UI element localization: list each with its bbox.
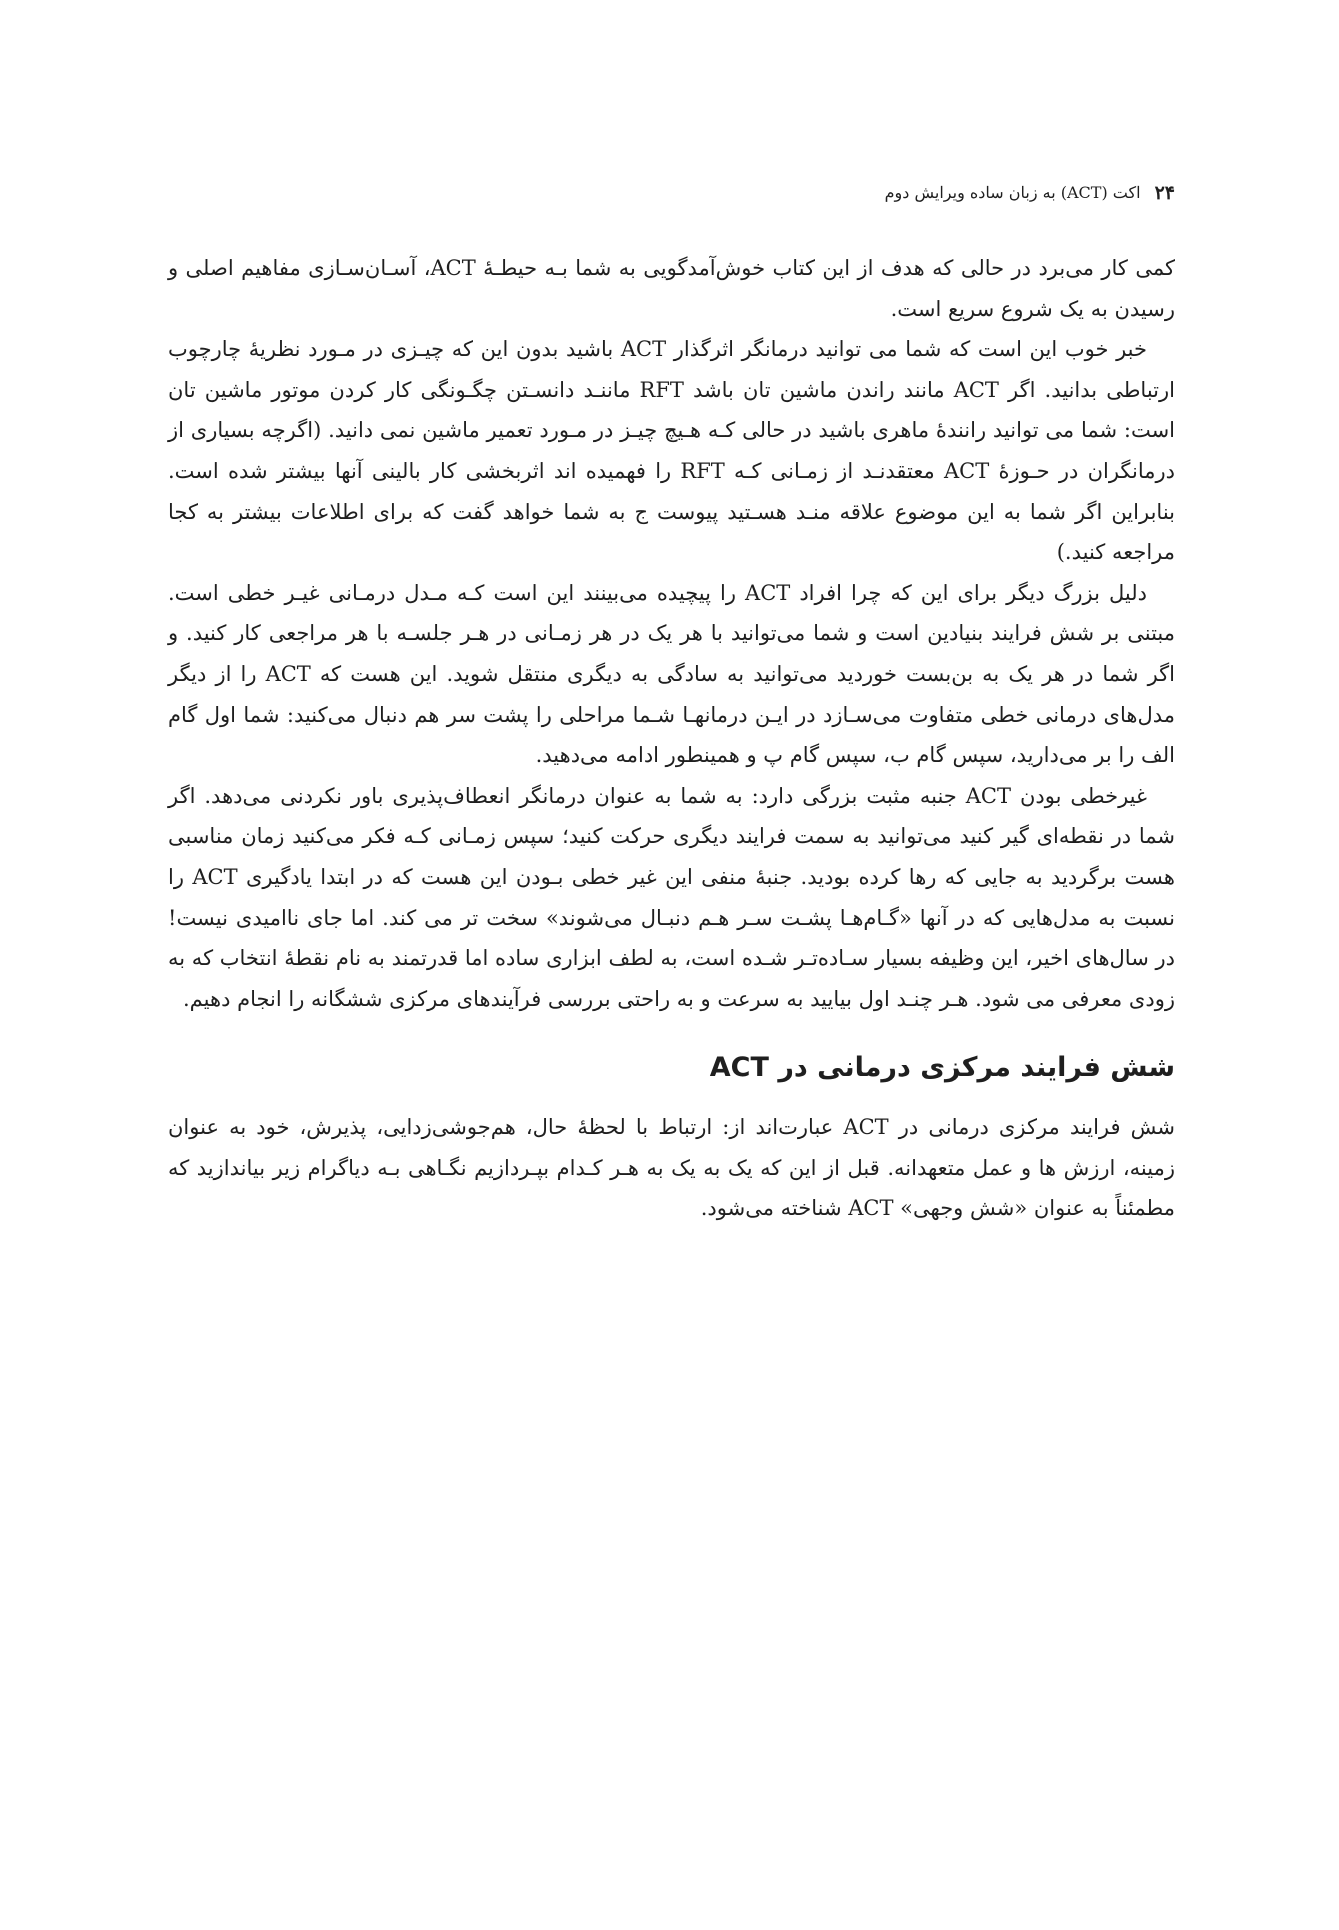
paragraph-3: دلیل بزرگ دیگر برای این که چرا افراد ACT را پیچیده می‌بینند این است کـه مـدل درمـانی غیـر خطی است. مبتنی بر شش فرایند بنیادین است و شما می‌توانید با هر یک در هر زمـانی در هـر جلسـه با هر مراجعی کار کنید. و اگر شما در هر یک به بن‌بست خوردید می‌توانید به سادگی به دیگری منتقل شوید. این هست که ACT را از دیگر مدل‌های درمانی خطی متفاوت می‌سـازد در ایـن درمانهـا شـما مراحلی را پشت سر هم دنبال می‌کنید: شما اول گام الف را بر می‌دارید، سپس گام ب، سپس گام پ و همینطور ادامه می‌دهید. [168, 580, 1175, 768]
running-header [164, 178, 1175, 208]
body-text [168, 248, 1175, 1229]
page-number: ۲۴ [1154, 182, 1175, 204]
paragraph-1: کمی کار می‌برد در حالی که هدف از این کتاب خوش‌آمدگویی به شما بـه حیطـهٔ ACT، آسـان‌سـازی مفاهیم اصلی و رسیدن به یک شروع سریع است. [168, 256, 1175, 321]
section-paragraph: شش فرایند مرکزی درمانی در ACT عبارت‌اند از: ارتباط با لحظهٔ حال، هم‌جوشی‌زدایی، پذیرش، خود به عنوان زمینه، ارزش ها و عمل متعهدانه. قبل از این که یک به یک به هـر کـدام بپـردازیم نگـاهی بـه دیاگرام زیر بیاندازید که مطمئناً به عنوان «شش وجهی» ACT شناخته می‌شود. [168, 1115, 1175, 1221]
paragraph-4: غیرخطی بودن ACT جنبه مثبت بزرگی دارد: به شما به عنوان درمانگر انعطاف‌پذیری باور نکردنی می‌دهد. اگر شما در نقطه‌ای گیر کنید می‌توانید به سمت فرایند دیگری حرکت کنید؛ سپس زمـانی کـه فکر می‌کنید زمان مناسبی هست برگردید به جایی که رها کرده بودید. جنبهٔ منفی این غیر خطی بـودن این هست که در ابتدا یادگیری ACT را نسبت به مدل‌هایی که در آنها «گـام‌هـا پشـت سـر هـم دنبـال می‌شوند» سخت تر می کند. اما جای ناامیدی نیست! در سال‌های اخیر، این وظیفه بسیار سـاده‌تـر شـده است، به لطف ابزاری ساده اما قدرتمند به نام نقطهٔ انتخاب که به زودی معرفی می شود. هـر چنـد اول بیایید به سرعت و به راحتی بررسی فرآیندهای مرکزی ششگانه را انجام دهیم. [168, 783, 1175, 1011]
section-heading: شش فرایند مرکزی درمانی در ACT [709, 1052, 1175, 1084]
paragraph-2: خبر خوب این است که شما می توانید درمانگر اثرگذار ACT باشید بدون این که چیـزی در مـورد نظریهٔ چارچوب ارتباطی بدانید. اگر ACT مانند راندن ماشین تان باشد RFT ماننـد دانسـتن چگـونگی کار کردن موتور ماشین تان است: شما می توانید رانندهٔ ماهری باشید در حالی کـه هـیچ چیـز در مـورد تعمیر ماشین نمی دانید. (اگرچه بسیاری از درمانگران در حـوزهٔ ACT معتقدنـد از زمـانی کـه RFT را فهمیده اند اثربخشی کار بالینی آنها بیشتر شده است. بنابراین اگر شما به این موضوع علاقه منـد هسـتید پیوست ج به شما خواهد گفت که برای اطلاعات بیشتر به کجا مراجعه کنید.) [168, 337, 1175, 565]
book-title: اکت (ACT) به زبان ساده ویرایش دوم [884, 183, 1141, 202]
